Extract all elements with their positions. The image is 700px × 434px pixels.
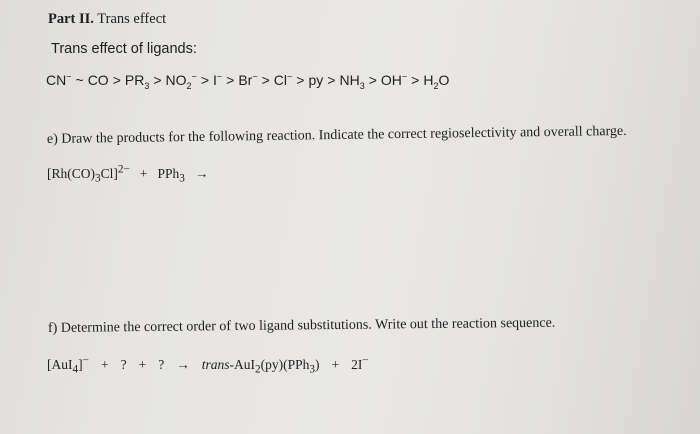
ligand-7: py xyxy=(308,72,324,88)
trans-effect-series xyxy=(46,71,453,91)
question-f-text: f) Determine the correct order of two ligand substitutions. Write out the reaction sequence. xyxy=(47,315,556,336)
ligand-8: $NH_3$ xyxy=(339,72,365,91)
series-separator: ~ xyxy=(75,72,84,88)
reaction-e-reactant1: $[Rh(CO)_3Cl]^{2-}$ xyxy=(47,163,130,185)
ligand-1: CO xyxy=(87,72,109,88)
reaction-e-reactant2: PPh$_3$ xyxy=(157,166,185,185)
series-separator: > xyxy=(226,72,235,88)
reaction-f-byproduct: 2I− xyxy=(351,354,369,372)
series-separator: > xyxy=(261,72,270,88)
ligand-4: I− xyxy=(213,71,223,88)
reaction-e xyxy=(47,163,218,185)
reaction-f-reactant: [AuI$_4$]− xyxy=(47,354,89,376)
reaction-e-arrow: → xyxy=(194,166,209,181)
ligands-heading: Trans effect of ligands: xyxy=(51,41,197,57)
series-separator: > xyxy=(296,72,305,88)
series-separator: > xyxy=(200,72,209,88)
part-title: Trans effect xyxy=(97,11,167,27)
reaction-f-plus-3: + xyxy=(331,357,340,372)
series-separator: > xyxy=(411,72,420,88)
reaction-f-plus-2: + xyxy=(138,357,147,372)
ligand-10: $H_2O$ xyxy=(423,72,450,91)
part-heading xyxy=(48,11,166,28)
reaction-e-plus: + xyxy=(139,166,148,181)
part-number: Part II. xyxy=(48,11,94,27)
series-separator: > xyxy=(368,72,377,88)
reaction-f-arrow: → xyxy=(176,357,190,372)
series-separator: > xyxy=(153,72,162,88)
series-separator: > xyxy=(327,72,336,88)
ligand-0: CN− xyxy=(46,71,72,88)
series-separator: > xyxy=(112,72,121,88)
reaction-f-unknown-1: ? xyxy=(120,357,127,372)
reaction-f-unknown-2: ? xyxy=(158,357,165,372)
ligand-5: Br− xyxy=(238,71,258,88)
ligand-6: Cl− xyxy=(273,71,293,88)
reaction-f xyxy=(47,354,381,376)
reaction-f-product: trans-AuI$_2$(py)(PPh$_3$) xyxy=(201,357,320,376)
question-e-text: e) Draw the products for the following reaction. Indicate the correct regioselectivity and overall charge. xyxy=(46,123,627,147)
ligand-3: $NO_2^-$ xyxy=(165,71,197,91)
ligand-9: OH− xyxy=(380,71,408,88)
reaction-f-plus-1: + xyxy=(100,357,109,372)
ligand-2: $PR_3$ xyxy=(124,72,150,91)
